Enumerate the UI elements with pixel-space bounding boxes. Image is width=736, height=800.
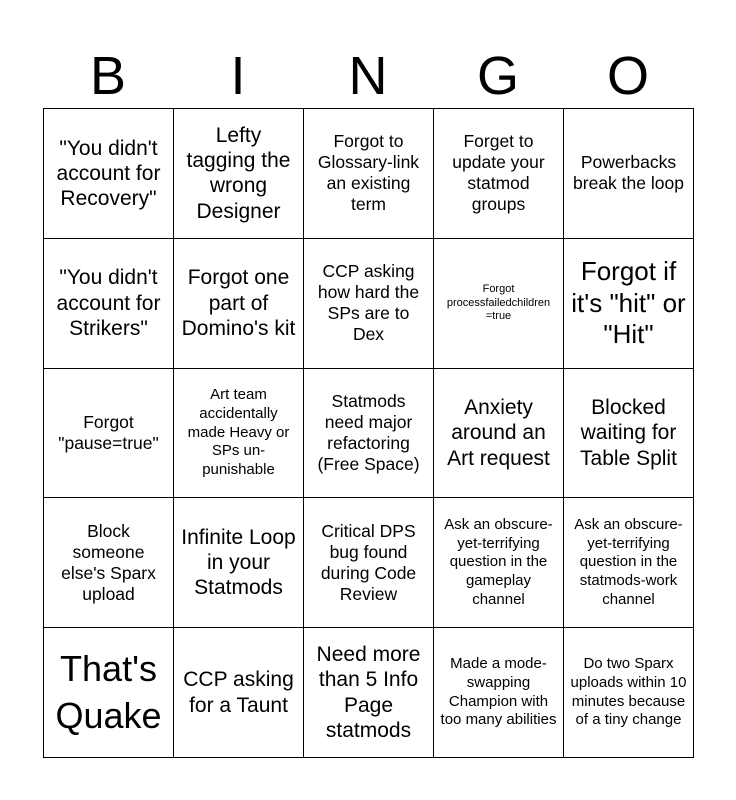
bingo-cell-22[interactable]: CCP asking for a Taunt (174, 628, 304, 758)
bingo-cell-4[interactable]: Forget to update your statmod groups (434, 109, 564, 239)
bingo-cell-1[interactable]: "You didn't account for Recovery" (44, 109, 174, 239)
bingo-cell-5[interactable]: Powerbacks break the loop (564, 109, 694, 239)
bingo-cell-11[interactable]: Forgot "pause=true" (44, 369, 174, 499)
bingo-cell-19[interactable]: Ask an obscure-yet-terrifying question in the gameplay channel (434, 498, 564, 628)
bingo-cell-8[interactable]: CCP asking how hard the SPs are to Dex (304, 239, 434, 369)
bingo-cell-18[interactable]: Critical DPS bug found during Code Review (304, 498, 434, 628)
header-letter-n: N (348, 46, 388, 106)
bingo-cell-17[interactable]: Infinite Loop in your Statmods (174, 498, 304, 628)
bingo-cell-3[interactable]: Forgot to Glossary-link an existing term (304, 109, 434, 239)
bingo-cell-25[interactable]: Do two Sparx uploads within 10 minutes because of a tiny change (564, 628, 694, 758)
bingo-cell-13-free-space[interactable]: Statmods need major refactoring (Free Space) (304, 369, 434, 499)
bingo-cell-23[interactable]: Need more than 5 Info Page statmods (304, 628, 434, 758)
bingo-cell-7[interactable]: Forgot one part of Domino's kit (174, 239, 304, 369)
bingo-board (43, 108, 694, 758)
bingo-cell-12[interactable]: Art team accidentally made Heavy or SPs un-punishable (174, 369, 304, 499)
bingo-cell-9[interactable]: Forgot processfailedchildren =true (434, 239, 564, 369)
header-letter-i: I (230, 46, 246, 106)
bingo-cell-6[interactable]: "You didn't account for Strikers" (44, 239, 174, 369)
bingo-header (43, 44, 693, 108)
bingo-cell-20[interactable]: Ask an obscure-yet-terrifying question in the statmods-work channel (564, 498, 694, 628)
header-letter-b: B (89, 46, 127, 106)
header-letter-g: G (476, 46, 519, 106)
bingo-cell-24[interactable]: Made a mode-swapping Champion with too many abilities (434, 628, 564, 758)
bingo-cell-10[interactable]: Forgot if it's "hit" or "Hit" (564, 239, 694, 369)
bingo-cell-21[interactable]: That's Quake (44, 628, 174, 758)
bingo-cell-2[interactable]: Lefty tagging the wrong Designer (174, 109, 304, 239)
header-letter-o: O (606, 46, 649, 106)
bingo-cell-16[interactable]: Block someone else's Sparx upload (44, 498, 174, 628)
bingo-cell-15[interactable]: Blocked waiting for Table Split (564, 369, 694, 499)
bingo-cell-14[interactable]: Anxiety around an Art request (434, 369, 564, 499)
